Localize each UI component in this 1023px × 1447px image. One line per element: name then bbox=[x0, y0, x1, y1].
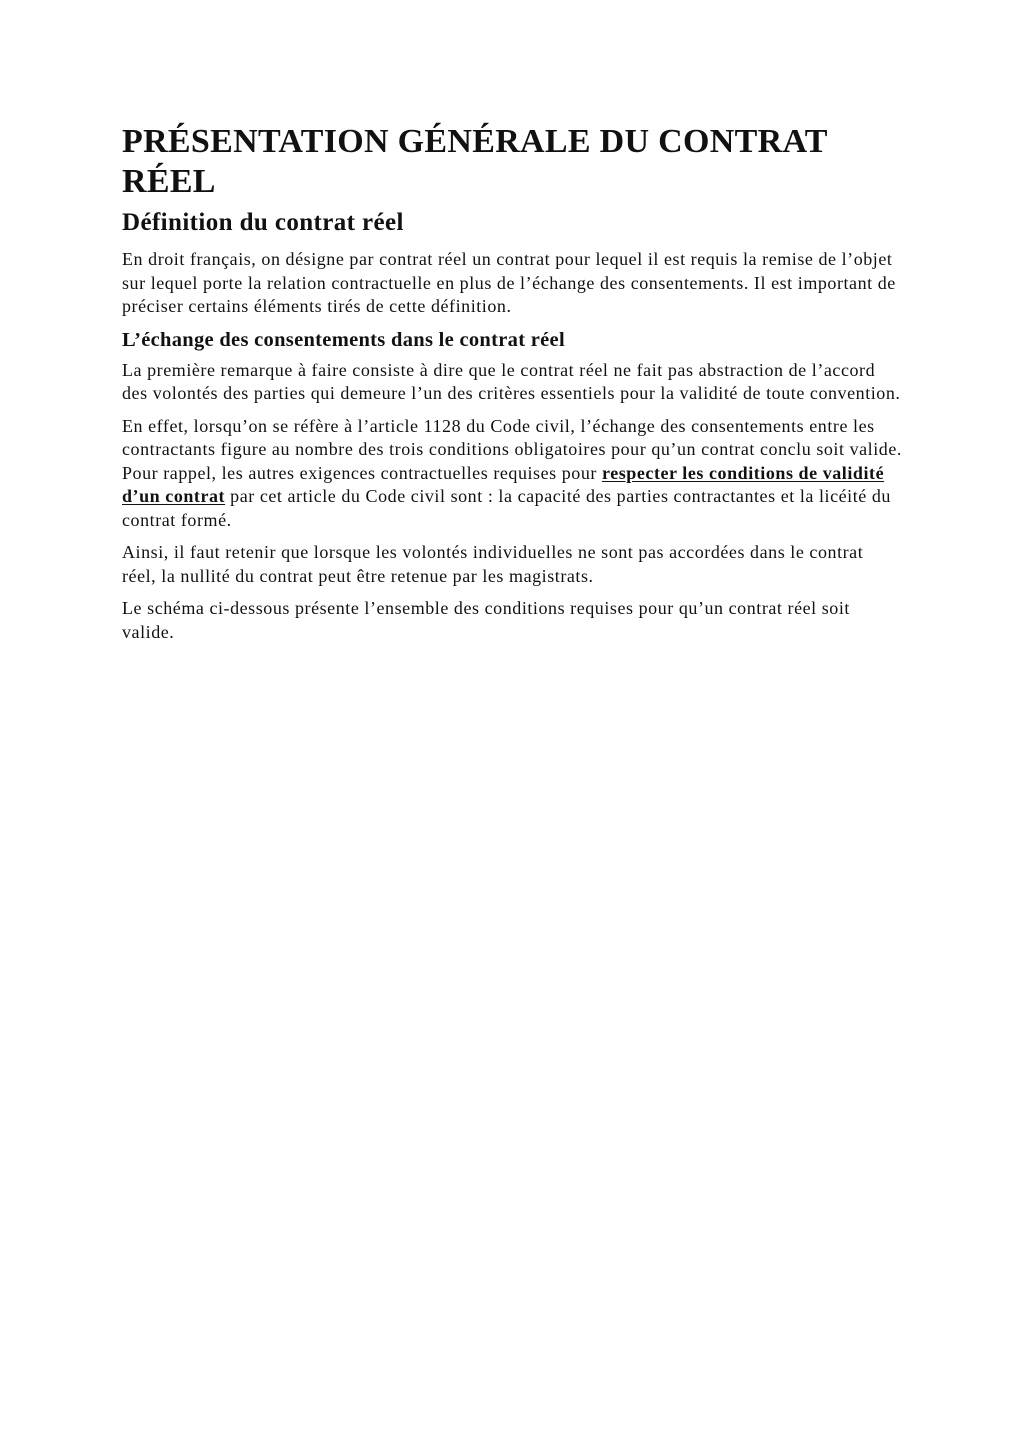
intro-paragraph: En droit français, on désigne par contrat réel un contrat pour lequel il est requis la remise de l’objet sur lequel porte la relation contractuelle en plus de l’échange des consentements. Il est important de préciser certains éléments tirés de cette définition. bbox=[122, 249, 896, 316]
section-heading: Définition du contrat réel bbox=[122, 209, 404, 236]
paragraph-1: La première remarque à faire consiste à dire que le contrat réel ne fait pas abstraction de l’accord des volontés des parties qui demeure l’un des critères essentiels pour la validité de toute convention. bbox=[122, 359, 901, 403]
document-page bbox=[122, 122, 902, 653]
paragraph-2-text-before-link: En effet, lorsqu’on se réfère à l’article 1128 du Code civil, l’échange des consentements entre les contractants figure au nombre des trois conditions obligatoires pour qu’un contrat conclu soit valide. Pour rappel, les autres exigences contractuelles requises pour bbox=[122, 415, 902, 483]
paragraph-3: Ainsi, il faut retenir que lorsque les volontés individuelles ne sont pas accordées dans le contrat réel, la nullité du contrat peut être retenue par les magistrats. bbox=[122, 542, 864, 586]
paragraph-4: Le schéma ci-dessous présente l’ensemble des conditions requises pour qu’un contrat réel soit valide. bbox=[122, 598, 850, 642]
document-title: PRÉSENTATION GÉNÉRALE DU CONTRAT RÉEL bbox=[122, 123, 828, 200]
paragraph-2 bbox=[122, 415, 902, 533]
paragraph-2-text-after-link: par cet article du Code civil sont : la capacité des parties contractantes et la licéité du contrat formé. bbox=[122, 486, 891, 530]
subsection-heading: L’échange des consentements dans le contrat réel bbox=[122, 328, 565, 351]
validity-conditions-link[interactable]: respecter les conditions de validité d’un contrat bbox=[122, 462, 885, 506]
